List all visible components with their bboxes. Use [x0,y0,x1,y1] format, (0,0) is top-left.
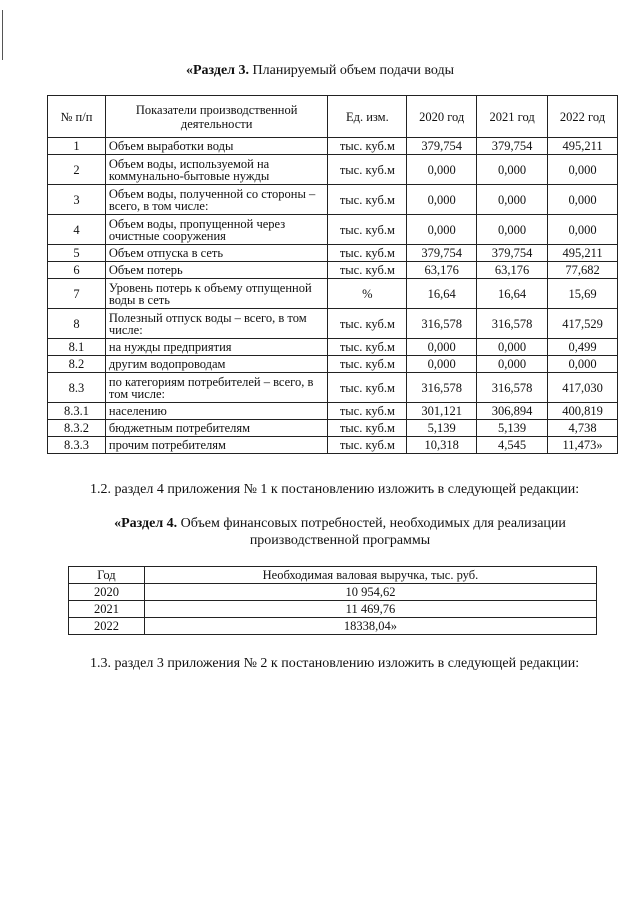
row-value-2020: 379,754 [407,138,477,155]
row-number: 8.3 [48,373,106,403]
row-value-2020: 316,578 [407,309,477,339]
table-header-row [69,567,597,584]
row-unit: тыс. куб.м [328,403,407,420]
revenue-table-body [69,584,597,635]
row-value-2021: 0,000 [477,185,548,215]
row-revenue: 11 469,76 [144,601,596,618]
section4-title-line2: производственной программы [249,533,431,548]
row-value-2020: 301,121 [407,403,477,420]
row-value-2022: 0,499 [548,339,618,356]
row-unit: тыс. куб.м [328,262,407,279]
row-value-2020: 0,000 [407,155,477,185]
paragraph-1-2: 1.2. раздел 4 приложения № 1 к постановлению изложить в следующей редакции: [90,482,580,497]
header-unit: Ед. изм. [328,96,407,138]
table-row [48,437,618,454]
row-unit: тыс. куб.м [328,420,407,437]
table-row [69,584,597,601]
row-value-2021: 63,176 [477,262,548,279]
row-unit: тыс. куб.м [328,155,407,185]
row-indicator: на нужды предприятия [105,339,328,356]
row-value-2021: 0,000 [477,215,548,245]
row-value-2020: 0,000 [407,185,477,215]
row-revenue: 18338,04» [144,618,596,635]
row-unit: тыс. куб.м [328,138,407,155]
row-unit: тыс. куб.м [328,215,407,245]
row-year: 2020 [69,584,145,601]
row-value-2021: 379,754 [477,245,548,262]
table-row [48,185,618,215]
row-indicator: Уровень потерь к объему отпущенной воды в сеть [105,279,328,309]
row-unit: тыс. куб.м [328,356,407,373]
row-indicator: Объем воды, пропущенной через очистные сооружения [105,215,328,245]
row-value-2020: 316,578 [407,373,477,403]
header-num: № п/п [48,96,106,138]
row-number: 8.3.1 [48,403,106,420]
row-indicator: Полезный отпуск воды – всего, в том числе: [105,309,328,339]
row-unit: тыс. куб.м [328,373,407,403]
row-number: 4 [48,215,106,245]
row-value-2021: 379,754 [477,138,548,155]
row-value-2022: 0,000 [548,185,618,215]
row-value-2022: 400,819 [548,403,618,420]
row-indicator: Объем воды, используемой на коммунально-бытовые нужды [105,155,328,185]
row-indicator: другим водопроводам [105,356,328,373]
row-number: 8.2 [48,356,106,373]
row-value-2021: 316,578 [477,373,548,403]
table-row [48,356,618,373]
row-number: 5 [48,245,106,262]
row-value-2020: 379,754 [407,245,477,262]
row-year: 2021 [69,601,145,618]
row-value-2022: 495,211 [548,138,618,155]
row-value-2022: 495,211 [548,245,618,262]
table-row [69,618,597,635]
row-unit: тыс. куб.м [328,245,407,262]
row-unit: % [328,279,407,309]
row-value-2022: 0,000 [548,155,618,185]
row-value-2021: 16,64 [477,279,548,309]
table-row [48,262,618,279]
row-indicator: населению [105,403,328,420]
row-value-2020: 63,176 [407,262,477,279]
paragraph-1-3: 1.3. раздел 3 приложения № 2 к постановлению изложить в следующей редакции: [90,656,580,671]
row-unit: тыс. куб.м [328,437,407,454]
row-value-2022: 77,682 [548,262,618,279]
row-value-2021: 316,578 [477,309,548,339]
table-row [48,420,618,437]
header-2021: 2021 год [477,96,548,138]
row-value-2021: 4,545 [477,437,548,454]
row-value-2020: 0,000 [407,356,477,373]
row-number: 8.3.3 [48,437,106,454]
section3-title-text: Планируемый объем подачи воды [249,63,455,78]
table-row [48,245,618,262]
row-indicator: Объем выработки воды [105,138,328,155]
table-row [48,155,618,185]
row-value-2021: 0,000 [477,155,548,185]
row-unit: тыс. куб.м [328,185,407,215]
row-value-2020: 5,139 [407,420,477,437]
row-value-2022: 11,473» [548,437,618,454]
row-number: 8.3.2 [48,420,106,437]
row-indicator: Объем потерь [105,262,328,279]
section4-title-text: Объем финансовых потребностей, необходимых для реализации [177,516,566,531]
header-2022: 2022 год [548,96,618,138]
row-value-2020: 10,318 [407,437,477,454]
table-row [48,339,618,356]
table-row [48,215,618,245]
section3-title-bold: «Раздел 3. [185,63,250,78]
row-indicator: по категориям потребителей – всего, в том числе: [105,373,328,403]
header-indicator: Показатели производственной деятельности [105,96,328,138]
header-2020: 2020 год [407,96,477,138]
row-year: 2022 [69,618,145,635]
row-number: 7 [48,279,106,309]
water-supply-table-body [48,138,618,454]
row-value-2020: 0,000 [407,339,477,356]
row-value-2021: 5,139 [477,420,548,437]
water-supply-table [47,95,618,454]
row-value-2020: 0,000 [407,215,477,245]
row-value-2022: 15,69 [548,279,618,309]
row-indicator: бюджетным потребителям [105,420,328,437]
row-value-2022: 0,000 [548,356,618,373]
table-row [69,601,597,618]
row-number: 1 [48,138,106,155]
row-number: 8.1 [48,339,106,356]
table-row [48,138,618,155]
row-number: 3 [48,185,106,215]
row-revenue: 10 954,62 [144,584,596,601]
row-number: 6 [48,262,106,279]
row-number: 2 [48,155,106,185]
section4-title-bold: «Раздел 4. [114,516,178,531]
table-row [48,373,618,403]
row-unit: тыс. куб.м [328,339,407,356]
row-indicator: прочим потребителям [105,437,328,454]
header-revenue: Необходимая валовая выручка, тыс. руб. [144,567,596,584]
revenue-table [68,566,597,635]
section4-title [20,515,640,549]
row-value-2021: 0,000 [477,339,548,356]
table-row [48,279,618,309]
row-unit: тыс. куб.м [328,309,407,339]
section3-title [0,62,640,79]
row-number: 8 [48,309,106,339]
row-value-2022: 0,000 [548,215,618,245]
row-value-2020: 16,64 [407,279,477,309]
row-value-2022: 417,030 [548,373,618,403]
row-indicator: Объем воды, полученной со стороны – всего, в том числе: [105,185,328,215]
table-header-row [48,96,618,138]
table-row [48,309,618,339]
row-value-2021: 306,894 [477,403,548,420]
row-indicator: Объем отпуска в сеть [105,245,328,262]
row-value-2022: 417,529 [548,309,618,339]
margin-line [2,10,3,60]
header-year: Год [69,567,145,584]
row-value-2022: 4,738 [548,420,618,437]
row-value-2021: 0,000 [477,356,548,373]
table-row [48,403,618,420]
